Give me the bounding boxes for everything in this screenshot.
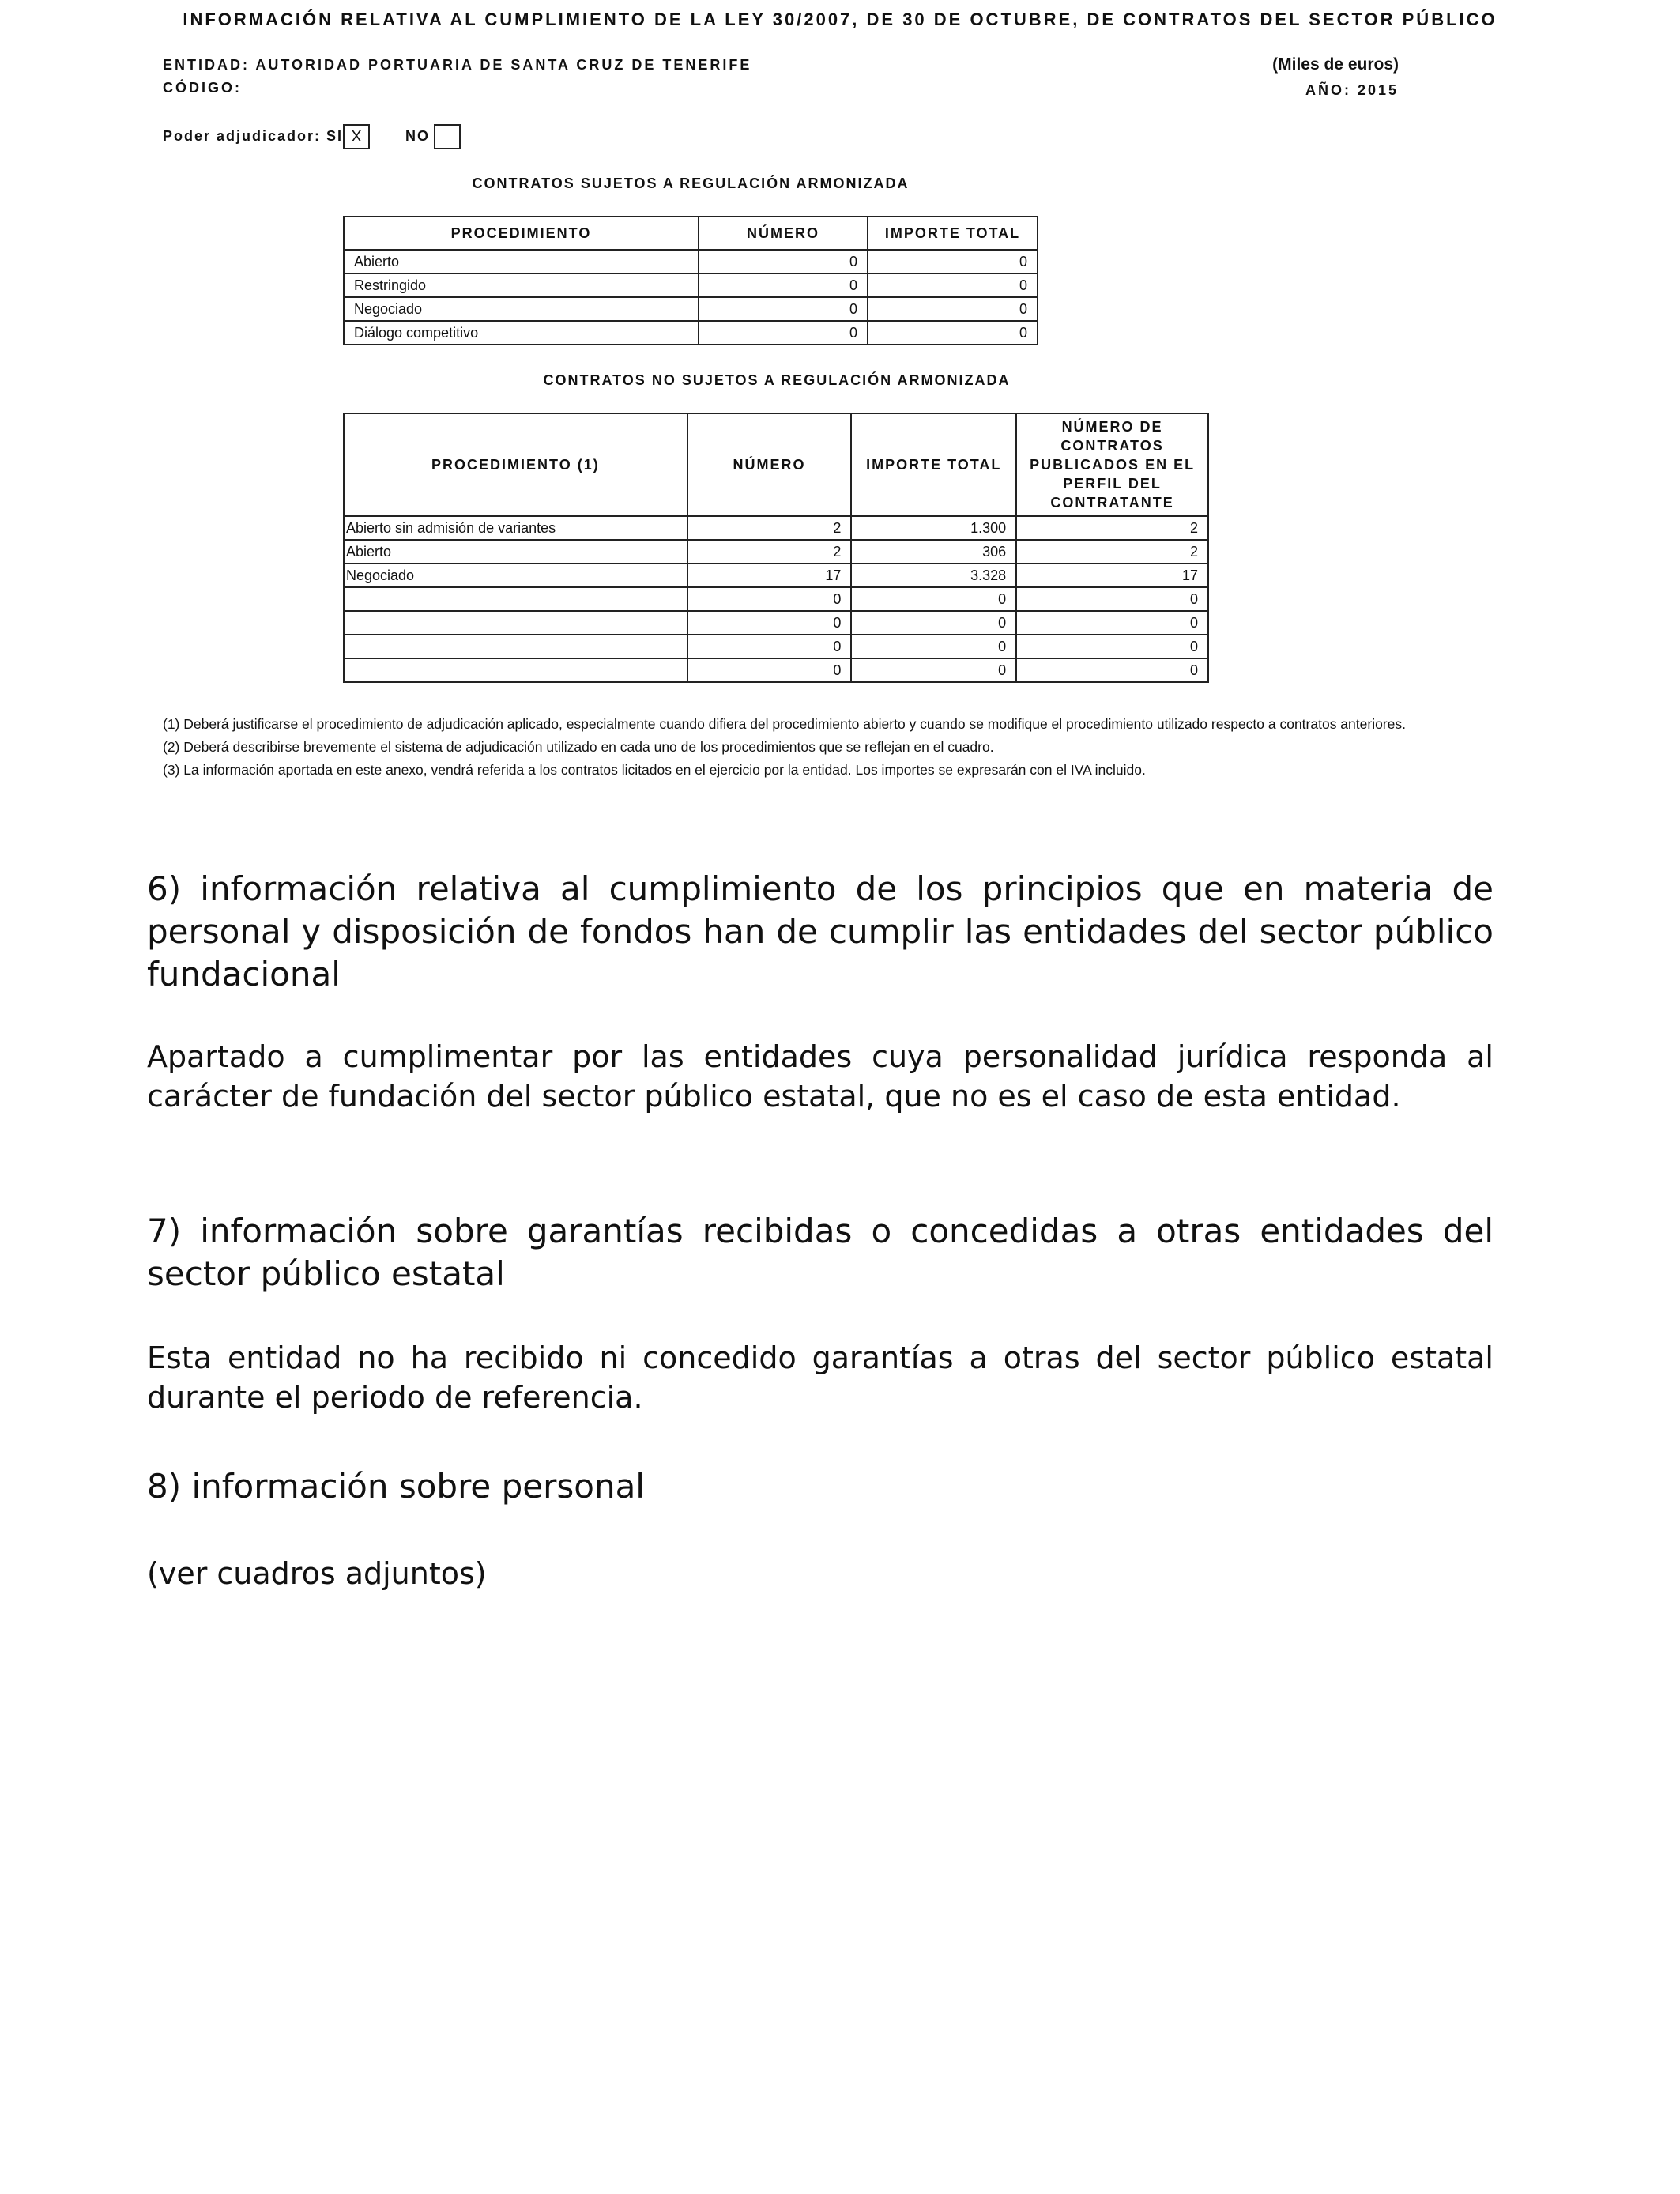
table-row bbox=[344, 297, 1038, 321]
table-cell: 0 bbox=[699, 321, 868, 345]
year-label: AÑO: 2015 bbox=[1305, 82, 1399, 98]
table-cell: 0 bbox=[687, 611, 852, 635]
table-cell: 2 bbox=[1016, 516, 1208, 540]
section-7-body: Esta entidad no ha recibido ni concedido garantías a otras del sector público estatal durante el periodo de referencia. bbox=[147, 1340, 1494, 1415]
table-cell: Negociado bbox=[344, 564, 687, 587]
units-label: (Miles de euros) bbox=[1272, 55, 1399, 74]
entity-label: ENTIDAD: AUTORIDAD PORTUARIA DE SANTA CRUZ DE TENERIFE bbox=[163, 57, 752, 73]
table-cell: Negociado bbox=[344, 297, 699, 321]
footnote-1: (1) Deberá justificarse el procedimiento de adjudicación aplicado, especialmente cuando difiera del procedimiento abierto y cuando se modifique el procedimiento utilizado respecto a contratos anteriores. bbox=[163, 716, 1406, 732]
table-cell: 3.328 bbox=[851, 564, 1016, 587]
table-cell: Diálogo competitivo bbox=[344, 321, 699, 345]
code-label: CÓDIGO: bbox=[163, 80, 242, 96]
no-checkbox bbox=[434, 124, 461, 149]
table-cell: Abierto bbox=[344, 540, 687, 564]
section-7-heading: 7) información sobre garantías recibidas o concedidas a otras entidades del sector público estatal bbox=[147, 1212, 1494, 1293]
table-cell bbox=[344, 635, 687, 658]
section-8-heading: 8) información sobre personal bbox=[147, 1467, 645, 1506]
table-row bbox=[344, 273, 1038, 297]
non-regulated-contracts-table bbox=[343, 413, 1209, 683]
table-cell: 1.300 bbox=[851, 516, 1016, 540]
table-cell: 0 bbox=[868, 297, 1038, 321]
table-cell: 0 bbox=[687, 658, 852, 682]
table-cell: 0 bbox=[1016, 658, 1208, 682]
table-cell: 0 bbox=[868, 273, 1038, 297]
table2-header-amount: IMPORTE TOTAL bbox=[851, 413, 1016, 516]
table-cell: Abierto bbox=[344, 250, 699, 273]
table-cell: 17 bbox=[687, 564, 852, 587]
table-cell: 0 bbox=[851, 635, 1016, 658]
section-8-body: (ver cuadros adjuntos) bbox=[147, 1556, 487, 1591]
table-cell: 0 bbox=[1016, 611, 1208, 635]
table-row bbox=[344, 611, 1208, 635]
table-cell: 0 bbox=[687, 587, 852, 611]
si-checkbox: X bbox=[343, 124, 370, 149]
table-row bbox=[344, 587, 1208, 611]
table-row bbox=[344, 321, 1038, 345]
table-cell: 0 bbox=[851, 611, 1016, 635]
table-cell: 0 bbox=[699, 250, 868, 273]
section-6-heading: 6) información relativa al cumplimiento de los principios que en materia de personal y disposición de fondos han de cumplir las entidades del sector público fundacional bbox=[147, 869, 1494, 993]
table-cell: 17 bbox=[1016, 564, 1208, 587]
table-cell: 0 bbox=[868, 250, 1038, 273]
table1-header-amount: IMPORTE TOTAL bbox=[868, 217, 1038, 250]
table2-header-number: NÚMERO bbox=[687, 413, 852, 516]
table-row bbox=[344, 564, 1208, 587]
table-cell: 0 bbox=[699, 273, 868, 297]
table1-title: CONTRATOS SUJETOS A REGULACIÓN ARMONIZADA bbox=[472, 175, 910, 191]
table-cell bbox=[344, 611, 687, 635]
table1-header-number: NÚMERO bbox=[699, 217, 868, 250]
table-cell: 0 bbox=[1016, 587, 1208, 611]
table-cell: 0 bbox=[699, 297, 868, 321]
footnote-3: (3) La información aportada en este anexo, vendrá referida a los contratos licitados en el ejercicio por la entidad. Los importes se expresarán con el IVA incluido. bbox=[163, 762, 1146, 778]
table-row bbox=[344, 516, 1208, 540]
adjudicator-label: Poder adjudicador: SI bbox=[163, 128, 344, 144]
table-cell bbox=[344, 587, 687, 611]
table-cell: 0 bbox=[851, 658, 1016, 682]
table-cell: 306 bbox=[851, 540, 1016, 564]
document-title: INFORMACIÓN RELATIVA AL CUMPLIMIENTO DE LA LEY 30/2007, DE 30 DE OCTUBRE, DE CONTRATOS DEL SECTOR PÚBLICO bbox=[183, 9, 1497, 29]
table-row bbox=[344, 635, 1208, 658]
section-6-body: Apartado a cumplimentar por las entidades cuya personalidad jurídica responda al carácter de fundación del sector público estatal, que no es el caso de esta entidad. bbox=[147, 1039, 1494, 1114]
table1-header-procedure: PROCEDIMIENTO bbox=[344, 217, 699, 250]
table-cell: 0 bbox=[868, 321, 1038, 345]
table-cell: 2 bbox=[687, 516, 852, 540]
table2-header-procedure: PROCEDIMIENTO (1) bbox=[344, 413, 687, 516]
footnote-2: (2) Deberá describirse brevemente el sistema de adjudicación utilizado en cada uno de los procedimientos que se reflejan en el cuadro. bbox=[163, 739, 994, 755]
table-cell: 0 bbox=[851, 587, 1016, 611]
table-row bbox=[344, 658, 1208, 682]
table-cell: 2 bbox=[1016, 540, 1208, 564]
table-cell: 0 bbox=[687, 635, 852, 658]
table-cell: 0 bbox=[1016, 635, 1208, 658]
regulated-contracts-table bbox=[343, 216, 1038, 345]
table-cell: 2 bbox=[687, 540, 852, 564]
table-row bbox=[344, 540, 1208, 564]
table2-title: CONTRATOS NO SUJETOS A REGULACIÓN ARMONIZADA bbox=[543, 372, 1011, 388]
no-label: NO bbox=[405, 128, 430, 144]
table-cell: Restringido bbox=[344, 273, 699, 297]
table2-header-published: NÚMERO DE CONTRATOS PUBLICADOS EN EL PERFIL DEL CONTRATANTE bbox=[1016, 413, 1208, 516]
table-cell: Abierto sin admisión de variantes bbox=[344, 516, 687, 540]
table-row bbox=[344, 250, 1038, 273]
table-cell bbox=[344, 658, 687, 682]
